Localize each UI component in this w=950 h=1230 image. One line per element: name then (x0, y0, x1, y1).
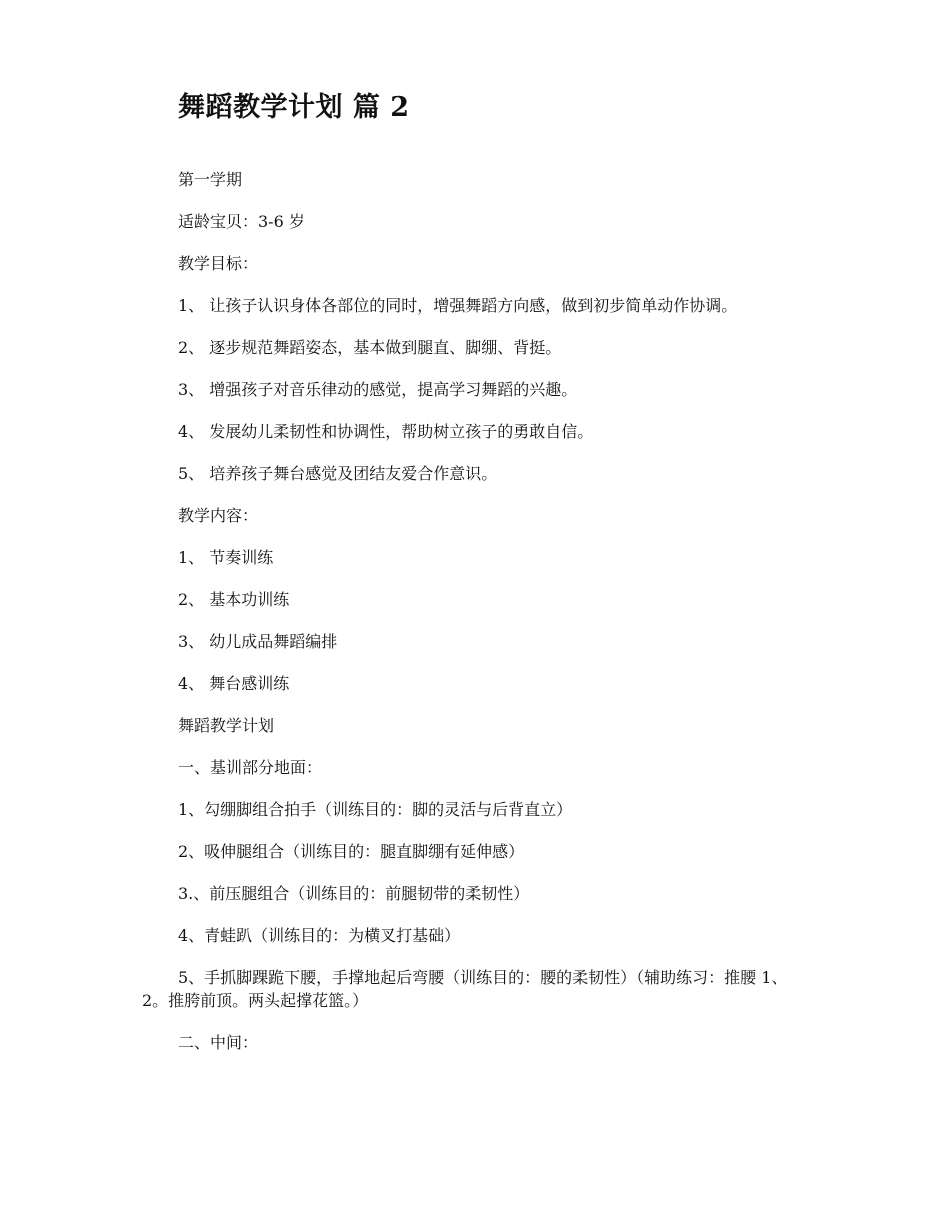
paragraph-exercise-4: 4、青蛙趴（训练目的：为横叉打基础） (178, 926, 461, 945)
paragraph-goal-1: 1、 让孩子认识身体各部位的同时，增强舞蹈方向感，做到初步简单动作协调。 (178, 296, 738, 315)
paragraph-content-2: 2、 基本功训练 (178, 590, 290, 609)
paragraph-content-3: 3、 幼儿成品舞蹈编排 (178, 632, 338, 651)
paragraph-goal-3: 3、 增强孩子对音乐律动的感觉，提高学习舞蹈的兴趣。 (178, 380, 578, 399)
paragraph-age: 适龄宝贝：3-6 岁 (178, 212, 305, 231)
paragraph-exercise-1: 1、勾绷脚组合拍手（训练目的：脚的灵活与后背直立） (178, 800, 573, 819)
paragraph-goals-heading: 教学目标： (178, 254, 259, 273)
paragraph-goal-5: 5、 培养孩子舞台感觉及团结友爱合作意识。 (178, 464, 498, 483)
paragraph-section-2: 二、中间： (178, 1033, 259, 1052)
paragraph-section-1: 一、基训部分地面： (178, 758, 323, 777)
paragraph-exercise-3: 3.、前压腿组合（训练目的：前腿韧带的柔韧性） (178, 884, 530, 903)
paragraph-goal-2: 2、 逐步规范舞蹈姿态，基本做到腿直、脚绷、背挺。 (178, 338, 562, 357)
paragraph-plan-heading: 舞蹈教学计划 (178, 716, 275, 735)
document-title: 舞蹈教学计划 篇 2 (178, 92, 410, 123)
paragraph-content-4: 4、 舞台感训练 (178, 674, 290, 693)
paragraph-goal-4: 4、 发展幼儿柔韧性和协调性，帮助树立孩子的勇敢自信。 (178, 422, 594, 441)
paragraph-content-heading: 教学内容： (178, 506, 259, 525)
paragraph-content-1: 1、 节奏训练 (178, 548, 274, 567)
paragraph-exercise-5: 5、手抓脚踝跪下腰，手撑地起后弯腰（训练目的：腰的柔韧性）（辅助练习：推腰 1、2。推胯前顶。两头起撑花篮。） (142, 968, 788, 1010)
paragraph-semester: 第一学期 (178, 170, 243, 189)
paragraph-exercise-2: 2、吸伸腿组合（训练目的：腿直脚绷有延伸感） (178, 842, 525, 861)
